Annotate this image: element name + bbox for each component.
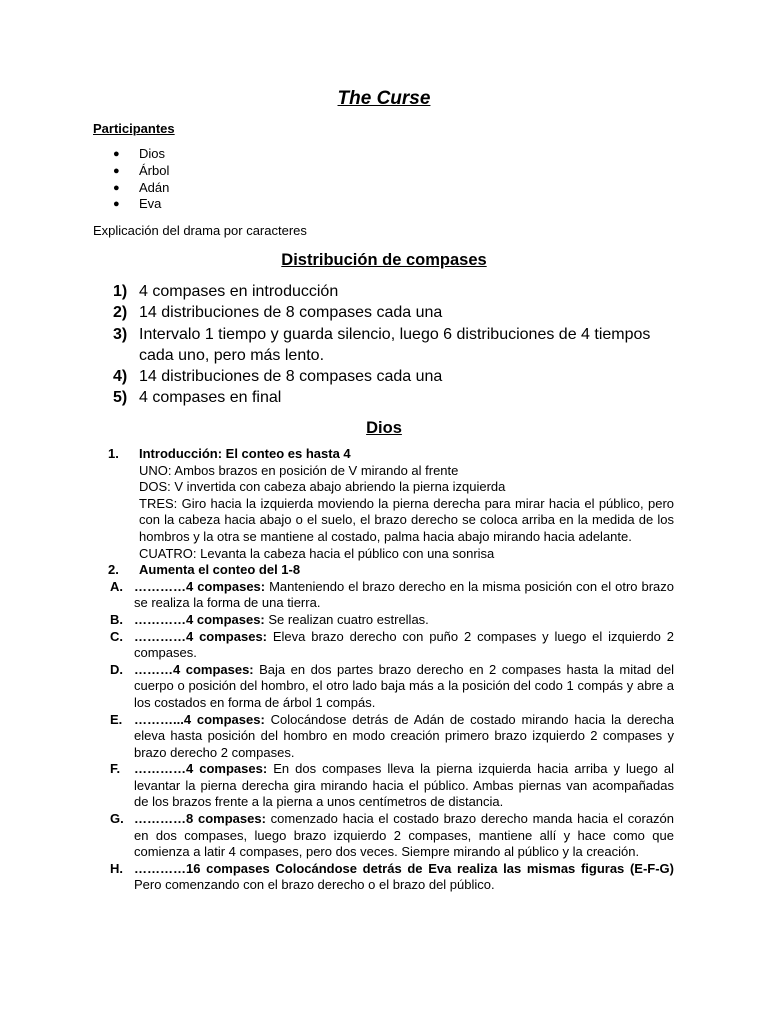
dios-heading: Dios [366,419,402,437]
list-item: 2) 14 distribuciones de 8 compases cada una [113,304,443,322]
dios-item-1: 1. Introducción: El conteo es hasta 4 [108,446,674,463]
step-item: D. ………4 compases: Baja en dos partes brazo derecho en 2 compases hasta la mitad del cuerpo o posición del hombro, el otro lado baja más a la posición del codo 1 compás y abre a los costados en forma de árbol 1 compás. [110,661,674,710]
dios-section [108,446,674,894]
list-item: 1) 4 compases en introducción [113,283,339,300]
distribution-list [113,281,673,409]
item-title: Introducción: El conteo es hasta 4 [139,446,351,461]
step-item: G. …………8 compases: comenzado hacia el costado brazo derecho manda hacia el corazón en dos compases, luego brazo izquierdo 2 compases, mantiene allí y hace como que comienza a latir 4 compases, pero dos veces. Siempre mirando al público y la creación. [110,811,675,860]
bullet-icon: ● [113,148,120,160]
dios-item-2: 2. Aumenta el conteo del 1-8 [108,562,674,579]
list-item: 5) 4 compases en final [113,389,282,407]
step-item: C. …………4 compases: Eleva brazo derecho con puño 2 compases y luego el izquierdo 2 compases. [110,628,674,661]
step-item: E. ………...4 compases: Colocándose detrás de Adán de costado mirando hacia la derecha eleva hasta posición del hombro en modo creación primero brazo izquierdo 2 compases y brazo derecho 2 compases. [110,711,674,760]
step-item: A. …………4 compases: Manteniendo el brazo derecho en la misma posición con el otro brazo se realiza la forma de una tierra. [110,578,674,611]
list-item: ● Eva [113,196,162,212]
list-item: 3) Intervalo 1 tiempo y guarda silencio, luego 6 distribuciones de 4 tiempos cada uno, pero más lento. [113,325,651,364]
participants-label: Participantes [93,121,175,136]
list-item: 4) 14 distribuciones de 8 compases cada una [113,368,443,386]
explanation-text: Explicación del drama por caracteres [93,223,307,238]
step-item: B. …………4 compases: Se realizan cuatro estrellas. [110,611,429,627]
item-title: Aumenta el conteo del 1-8 [139,562,301,578]
list-item: ● Adán [113,179,170,195]
item-line: CUATRO: Levanta la cabeza hacia el público con una sonrisa [139,545,495,561]
bullet-icon: ● [113,198,120,211]
page-title: The Curse [337,88,431,109]
list-item: ● Dios [113,146,166,161]
item-line: TRES: Giro hacia la izquierda moviendo la pierna derecha para mirar hacia el público, pero con la cabeza hacia abajo o el suelo, el brazo derecho se coloca arriba en la medida de los hombros y la otra se mantiene al costado, palma hacia abajo mirando hacia adelante. [139,495,674,544]
step-item: H. …………16 compases Colocándose detrás de Eva realiza las mismas figuras (E-F-G) Pero comenzando con el brazo derecho o el brazo del público. [110,860,674,893]
bullet-icon: ● [113,164,120,177]
list-item: ● Árbol [113,162,170,178]
item-line: DOS: V invertida con cabeza abajo abriendo la pierna izquierda [139,479,506,495]
bullet-icon: ● [113,181,120,194]
step-item: F. …………4 compases: En dos compases lleva la pierna izquierda hacia arriba y luego al levantar la pierna derecha gira mirando hacia el público. Ambas piernas van acompañadas de los brazos frente a la pierna a unos centímetros de distancia. [110,761,674,810]
distribution-heading: Distribución de compases [281,251,487,269]
item-line: UNO: Ambos brazos en posición de V mirando al frente [139,462,459,478]
participants-list [113,146,169,213]
